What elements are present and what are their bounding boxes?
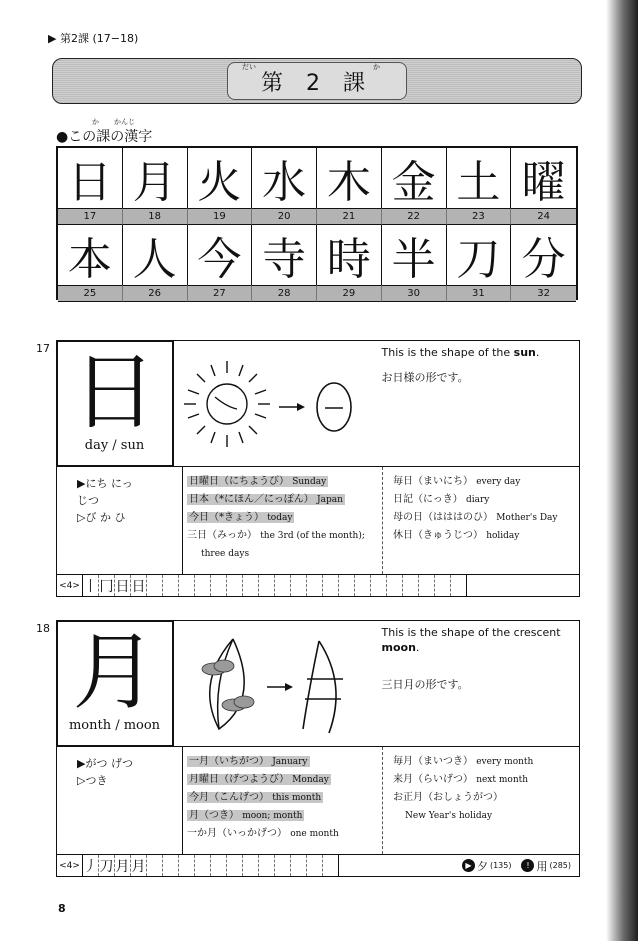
reading-line: じつ	[77, 494, 99, 507]
kanji-number: 26	[123, 285, 188, 302]
stroke-order-row	[57, 855, 579, 876]
desc-period: .	[535, 346, 540, 359]
example-jp: 毎日（まいにち）	[393, 476, 473, 487]
kanji-number: 30	[382, 285, 447, 302]
stroke-blank	[259, 855, 275, 876]
stroke-step: 刀	[99, 855, 115, 876]
kanji-cell: 半	[382, 225, 447, 285]
example-jp: 月（つき）	[189, 810, 239, 821]
kanji-cell: 金	[382, 148, 447, 208]
kanji-number: 20	[252, 208, 317, 225]
kanji-cell: 今	[188, 225, 253, 285]
stroke-blank	[147, 855, 163, 876]
kanji-number: 19	[188, 208, 253, 225]
kanji-cell: 人	[123, 225, 188, 285]
stroke-blank	[179, 575, 195, 596]
kanji-number: 21	[317, 208, 382, 225]
reading-line: ▷つき	[77, 774, 108, 787]
example-word	[187, 792, 323, 803]
desc-bold: moon	[381, 641, 416, 654]
example-word	[187, 810, 304, 821]
stroke-blank	[147, 575, 163, 596]
stroke-blank	[323, 855, 339, 876]
stroke-blank	[163, 575, 179, 596]
example-en: one month	[290, 829, 339, 839]
play-icon: ▶	[462, 859, 475, 872]
example-jp: 一月（いちがつ）	[189, 756, 269, 767]
desc-japanese: 三日月の形です。	[381, 678, 469, 691]
entry-number: 18	[36, 622, 50, 635]
exclamation-icon: !	[521, 859, 534, 872]
kanji-number: 17	[58, 208, 123, 225]
ref-kanji: 夕	[476, 859, 488, 873]
stroke-blank	[179, 855, 195, 876]
kanji-number: 24	[511, 208, 576, 225]
stroke-blank	[227, 855, 243, 876]
stroke-blank	[227, 575, 243, 596]
stroke-step: 月	[115, 855, 131, 876]
kanji-cell: 時	[317, 225, 382, 285]
stroke-blank	[355, 575, 371, 596]
stroke-step: 日	[115, 575, 131, 596]
kanji-cell: 土	[447, 148, 512, 208]
related-kanji-ref[interactable]	[521, 858, 571, 874]
example-jp: 今日（*きょう）	[189, 512, 264, 523]
stroke-blank	[163, 855, 179, 876]
ref-number: (135)	[489, 861, 512, 870]
stroke-blank	[419, 575, 435, 596]
desc-japanese: お日様の形です。	[381, 371, 469, 384]
example-en: three days	[201, 549, 250, 559]
stroke-step: 丿	[83, 855, 99, 876]
kanji-cell: 刀	[447, 225, 512, 285]
example-en: January	[272, 757, 308, 767]
example-en: next month	[476, 775, 529, 785]
kanji-cell: 本	[58, 225, 123, 285]
stroke-blank	[275, 855, 291, 876]
kanji-number: 29	[317, 285, 382, 302]
example-en: Monday	[292, 775, 329, 785]
example-en: moon; month	[242, 811, 303, 821]
stroke-step: 日	[131, 575, 147, 596]
example-jp: 日本（*にほん／にっぽん）	[189, 494, 314, 505]
stroke-count: <4>	[57, 855, 83, 876]
example-jp: 日記（にっき）	[393, 494, 463, 505]
big-kanji: 月	[72, 622, 157, 721]
kanji-number: 28	[252, 285, 317, 302]
stroke-step: 冂	[99, 575, 115, 596]
stroke-blank	[307, 855, 323, 876]
stroke-blank	[291, 575, 307, 596]
desc-text: This is the shape of the	[381, 346, 514, 359]
example-en: Sunday	[292, 477, 327, 487]
lesson-title-box	[227, 62, 407, 100]
readings	[57, 467, 183, 574]
shape-description	[374, 621, 580, 746]
example-jp: 月曜日（げつようび）	[189, 774, 289, 785]
furigana-ka: か	[373, 63, 380, 71]
kanji-heading-text: ●この課の漢字	[56, 129, 153, 145]
example-jp: 日曜日（にちようび）	[189, 476, 289, 487]
example-jp: 休日（きゅうじつ）	[393, 530, 483, 541]
related-kanji-refs	[339, 855, 579, 876]
example-en: diary	[466, 495, 490, 505]
stroke-blank	[451, 575, 467, 596]
stroke-blank	[243, 855, 259, 876]
kanji-gloss: month / moon	[68, 717, 161, 733]
example-en: holiday	[486, 531, 520, 541]
kanji-number: 25	[58, 285, 123, 302]
example-jp: 今月（こんげつ）	[189, 792, 269, 803]
kanji-number: 31	[447, 285, 512, 302]
stroke-blank	[387, 575, 403, 596]
desc-bold: sun	[513, 346, 536, 359]
stroke-blank	[323, 575, 339, 596]
desc-period: .	[415, 641, 420, 654]
kanji-number: 22	[382, 208, 447, 225]
moon-illustration	[174, 621, 374, 746]
stroke-blank	[435, 575, 451, 596]
desc-text: This is the shape of the crescent	[381, 626, 561, 639]
stroke-count: <4>	[57, 575, 83, 596]
kanji-heading	[56, 118, 153, 146]
examples-secondary	[383, 467, 579, 574]
kanji-entry-17	[56, 340, 580, 597]
kanji-entry-18	[56, 620, 580, 877]
stroke-blank	[195, 855, 211, 876]
stroke-row-tail	[467, 575, 579, 596]
stroke-blank	[211, 855, 227, 876]
stroke-blank	[275, 575, 291, 596]
stroke-blank	[339, 575, 355, 596]
kanji-number: 32	[511, 285, 576, 302]
example-en: Japan	[317, 495, 343, 505]
example-en: New Year's holiday	[405, 811, 493, 821]
kanji-cell: 火	[188, 148, 253, 208]
stroke-blank	[259, 575, 275, 596]
examples-secondary	[383, 747, 579, 854]
stroke-blank	[291, 855, 307, 876]
stroke-blank	[211, 575, 227, 596]
example-en: every month	[476, 757, 534, 767]
example-word	[187, 512, 294, 523]
kanji-number: 23	[447, 208, 512, 225]
ref-kanji: 用	[536, 859, 548, 873]
big-kanji: 日	[72, 342, 157, 441]
stroke-blank	[403, 575, 419, 596]
readings	[57, 747, 183, 854]
stroke-order-row	[57, 575, 579, 596]
lesson-banner	[52, 58, 582, 104]
example-word	[187, 494, 345, 505]
furigana-dai: だい	[242, 63, 256, 71]
kanji-gloss: day / sun	[84, 437, 145, 453]
page-number: 8	[58, 902, 66, 915]
kanji-cell: 月	[123, 148, 188, 208]
heading-furigana-kanji: かんじ	[114, 118, 135, 126]
big-kanji-box	[56, 620, 174, 747]
reading-line: ▶にち にっ	[77, 477, 133, 490]
page-binding-shadow	[606, 0, 638, 941]
lesson-kanji-grid	[56, 146, 578, 300]
kanji-cell: 曜	[521, 157, 566, 208]
header-reference: ▶ 第2課 (17−18)	[48, 32, 139, 45]
example-en: the 3rd (of the month);	[260, 531, 365, 541]
stroke-blank	[371, 575, 387, 596]
entry-number: 17	[36, 342, 50, 355]
shape-description	[374, 341, 580, 466]
kanji-cell: 寺	[252, 225, 317, 285]
big-kanji-box	[56, 340, 174, 467]
related-kanji-ref[interactable]	[462, 858, 512, 874]
example-jp: 一か月（いっかげつ）	[187, 828, 287, 839]
ref-number: (285)	[549, 861, 571, 870]
example-word	[187, 774, 331, 785]
reading-line: ▶がつ げつ	[77, 757, 133, 770]
example-jp: お正月（おしょうがつ）	[393, 792, 503, 803]
kanji-cell: 水	[252, 148, 317, 208]
stroke-blank	[307, 575, 323, 596]
heading-furigana-ka: か	[92, 118, 99, 126]
examples-primary	[183, 467, 383, 574]
example-word	[187, 476, 328, 487]
stroke-blank	[195, 575, 211, 596]
stroke-step: 月	[131, 855, 147, 876]
example-jp: 来月（らいげつ）	[393, 774, 473, 785]
example-en: this month	[272, 793, 322, 803]
example-en: today	[267, 513, 293, 523]
example-en: every day	[476, 477, 521, 487]
kanji-number: 18	[123, 208, 188, 225]
example-en: Mother's Day	[496, 513, 558, 523]
example-jp: 母の日（はははのひ）	[393, 512, 493, 523]
examples-primary	[183, 747, 383, 854]
kanji-cell: 分	[521, 234, 566, 285]
kanji-cell: 木	[317, 148, 382, 208]
kanji-number: 27	[188, 285, 253, 302]
stroke-blank	[243, 575, 259, 596]
kanji-cell: 日	[58, 148, 123, 208]
example-jp: 毎月（まいつき）	[393, 756, 473, 767]
stroke-step: 丨	[83, 575, 99, 596]
reading-line: ▷び か ひ	[77, 511, 126, 524]
example-word	[187, 756, 310, 767]
lesson-title: 第 2 課	[261, 70, 373, 96]
example-jp: 三日（みっか）	[187, 530, 257, 541]
sun-illustration	[174, 341, 374, 466]
